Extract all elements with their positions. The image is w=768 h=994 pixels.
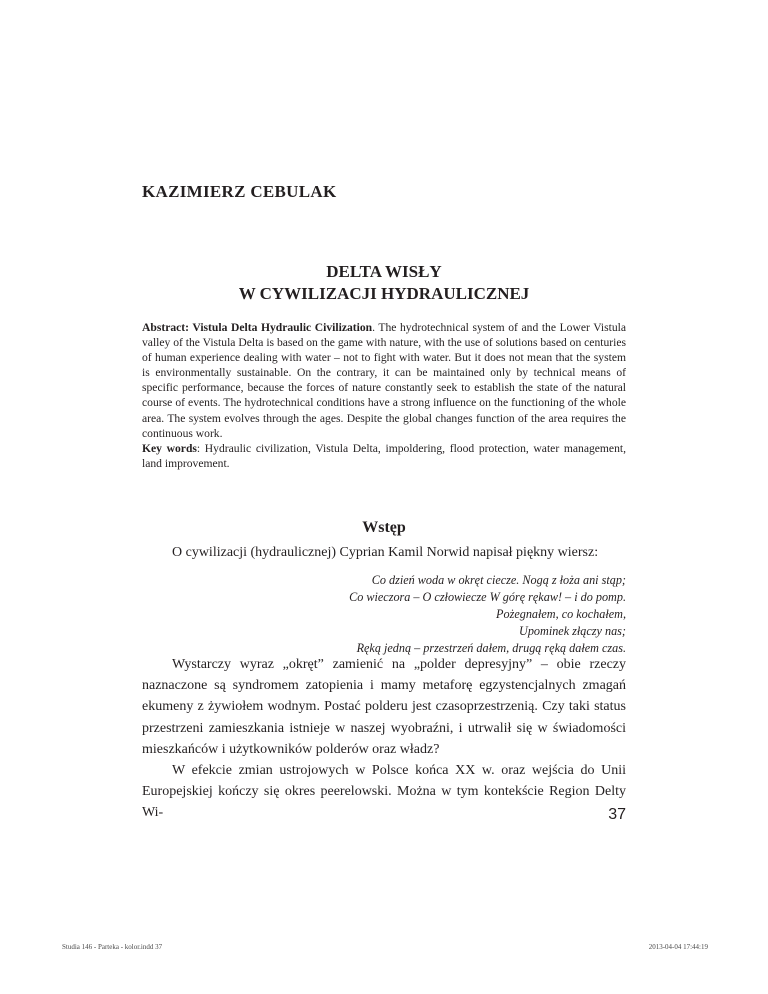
article-title-line-1: DELTA WISŁY: [326, 262, 442, 281]
body-text: [142, 654, 626, 824]
poem-line: Ręką jedną – przestrzeń dałem, drugą ręką dałem czas.: [356, 641, 626, 655]
poem-line: Upominek złączy nas;: [519, 624, 626, 638]
body-paragraph: Wystarczy wyraz „okręt” zamienić na „polder depresyjny” – obie rzeczy naznaczone są syndromem zatopienia i mamy metaforę egzystencjalnych zmagań ekumeny z żywiołem wodnym. Postać polderu jest czasoprzestrzenią. Czy taki status przestrzeni zamieszkania istnieje w naszej wyobraźni, i utrwalił się w świadomości mieszkańców i użytkowników polderów oraz władz?: [142, 657, 626, 757]
article-title-line-2: W CYWILIZACJI HYDRAULICZNEJ: [238, 284, 530, 303]
page-number: 37: [608, 806, 626, 823]
intro-paragraph: O cywilizacji (hydraulicznej) Cyprian Kamil Norwid napisał piękny wiersz:: [172, 545, 599, 560]
poem-line: Pożegnałem, co kochałem,: [496, 607, 626, 621]
body-paragraph: W efekcie zmian ustrojowych w Polsce końca XX w. oraz wejścia do Unii Europejskiej kończy się okres peerelowski. Można w tym kontekście Region Delty Wi-: [142, 763, 626, 821]
section-heading: Wstęp: [362, 519, 406, 536]
poem-line: Co wieczora – O człowiecze W górę rękaw! – i do pomp.: [349, 590, 626, 604]
keywords-text: : Hydraulic civilization, Vistula Delta, impoldering, flood protection, water management, land improvement.: [142, 441, 626, 470]
abstract-text: . The hydrotechnical system of and the Lower Vistula valley of the Vistula Delta is based on the game with nature, with the use of solutions based on centuries of human experience dealing with water – not to fight with water. But it does not mean that the system is environmentally sustainable. On the contrary, it can be maintained only by technical means of specific performance, because the forces of nature constantly seek to establish the state of the natural course of events. The hydrotechnical conditions have a strong influence on the functioning of the whole area. The system evolves through the ages. Despite the global changes function of the area requires the continuous work.: [142, 321, 626, 440]
abstract-label: Abstract: Vistula Delta Hydraulic Civilization: [142, 321, 373, 334]
print-slug-file: Studia 146 - Parteka - kolor.indd 37: [62, 943, 163, 951]
print-slug-timestamp: 2013-04-04 17:44:19: [648, 943, 708, 951]
poem-line: Co dzień woda w okręt ciecze. Nogą z łoża ani stąp;: [371, 573, 626, 587]
poem-quote: [142, 572, 626, 657]
abstract: [142, 320, 626, 471]
author-name: KAZIMIERZ CEBULAK: [142, 182, 337, 201]
keywords-label: Key words: [142, 441, 197, 455]
